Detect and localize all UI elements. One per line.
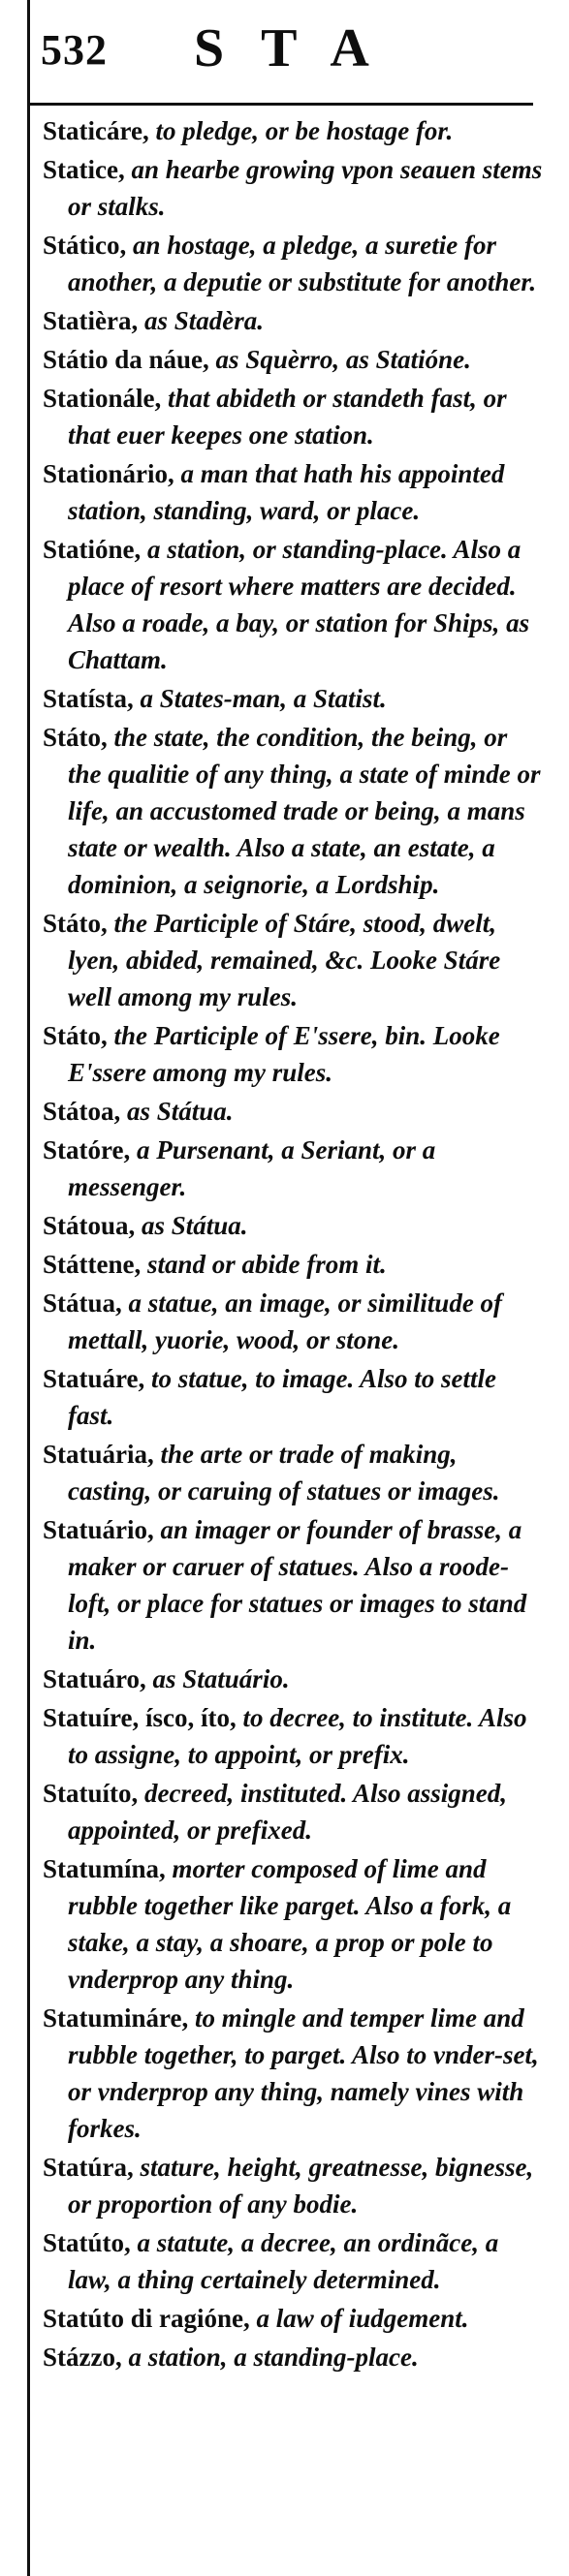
dictionary-entry: [43, 531, 547, 678]
entry-headword: Statísta,: [43, 684, 134, 713]
entry-definition: stand or abide from it.: [146, 1250, 387, 1279]
entry-headword: Statúra,: [43, 2153, 134, 2182]
entry-definition: as Státua.: [127, 1097, 234, 1126]
entry-headword: Stático,: [43, 231, 127, 260]
entry-definition: as Squèrro, as Statióne.: [215, 345, 471, 374]
dictionary-entry: [43, 1246, 547, 1283]
entry-headword: Státoua,: [43, 1211, 136, 1240]
dictionary-entry: [43, 1436, 547, 1509]
entry-headword: Statuáre,: [43, 1364, 145, 1393]
entry-definition: that abideth or standeth fast, or that euer keepes one station.: [68, 384, 507, 450]
entry-definition: the Participle of E'ssere, bin. Looke E'ssere among my rules.: [68, 1021, 500, 1087]
entry-headword: Státo,: [43, 1021, 108, 1050]
entry-headword: Stationále,: [43, 384, 162, 413]
entry-definition: stature, height, greatnesse, bignesse, or proportion of any bodie.: [68, 2153, 534, 2219]
dictionary-entry: [43, 1017, 547, 1091]
dictionary-entry: [43, 1093, 547, 1130]
dictionary-entry: [43, 905, 547, 1015]
dictionary-entry: [43, 2000, 547, 2147]
entry-headword: Statumináre,: [43, 2003, 189, 2033]
dictionary-entry: [43, 227, 547, 300]
entry-definition: to pledge, or be hostage for.: [155, 116, 454, 145]
dictionary-entry: [43, 1285, 547, 1358]
entry-headword: Státo,: [43, 723, 108, 752]
entry-definition: as Státua.: [142, 1211, 248, 1240]
entry-definition: decreed, instituted. Also assigned, appointed, or prefixed.: [68, 1779, 508, 1845]
entry-headword: Stationário,: [43, 459, 174, 488]
entry-headword: Statóre,: [43, 1135, 131, 1164]
dictionary-entry: [43, 302, 547, 339]
entry-definition: a station, a standing-place.: [128, 2343, 419, 2372]
entry-definition: morter composed of lime and rubble together like parget. Also a fork, a stake, a stay, a shoare, a prop or pole to vnderprop any thing.: [68, 1854, 512, 1994]
entry-headword: Státo,: [43, 909, 108, 938]
entry-headword: Statuíto,: [43, 1779, 139, 1808]
entry-headword: Státua,: [43, 1288, 122, 1318]
dictionary-entry: [43, 455, 547, 529]
entry-headword: Statúto di ragióne,: [43, 2304, 250, 2333]
running-head: STA: [194, 18, 406, 78]
entry-definition: the state, the condition, the being, or the qualitie of any thing, a state of minde or life, an accustomed trade or being, a mans state or wealth. Also a state, an estate, a dominion, a seignorie, a Lordship.: [68, 723, 541, 899]
dictionary-entry: [43, 2224, 547, 2298]
entry-headword: Statice,: [43, 155, 125, 184]
page-number: 532: [41, 26, 108, 74]
entry-definition: to statue, to image. Also to settle fast.: [68, 1364, 496, 1430]
entry-definition: a Pursenant, a Seriant, or a messenger.: [68, 1135, 436, 1201]
dictionary-entry: [43, 2339, 547, 2375]
entry-headword: Statuíre, ísco, íto,: [43, 1703, 237, 1732]
dictionary-entry: [43, 151, 547, 225]
dictionary-entry: [43, 112, 547, 149]
dictionary-entry: [43, 1360, 547, 1434]
page-header: [0, 0, 569, 102]
dictionary-entry: [43, 680, 547, 717]
entry-headword: Statuáro,: [43, 1664, 146, 1693]
dictionary-entry: [43, 1775, 547, 1848]
entry-list: [43, 112, 547, 2377]
dictionary-entry: [43, 380, 547, 453]
entry-headword: Statióne,: [43, 535, 142, 564]
entry-definition: to mingle and temper lime and rubble together, to parget. Also to vnder-set, or vnderprop any thing, namely vines with forkes.: [68, 2003, 539, 2143]
entry-definition: the arte or trade of making, casting, or caruing of statues or images.: [68, 1440, 500, 1505]
entry-definition: an imager or founder of brasse, a maker or caruer of statues. Also a roode-loft, or place for statues or images to stand in.: [68, 1515, 527, 1655]
entry-headword: Statumína,: [43, 1854, 166, 1883]
dictionary-entry: [43, 1511, 547, 1659]
entry-definition: a man that hath his appointed station, standing, ward, or place.: [68, 459, 505, 525]
header-rule: [27, 103, 533, 106]
entry-headword: Statúto,: [43, 2228, 131, 2257]
entry-definition: the Participle of Stáre, stood, dwelt, lyen, abided, remained, &c. Looke Stáre well among my rules.: [68, 909, 501, 1011]
entry-definition: as Stadèra.: [143, 306, 264, 335]
entry-headword: Stázzo,: [43, 2343, 122, 2372]
dictionary-entry: [43, 719, 547, 903]
dictionary-entry: [43, 1850, 547, 1998]
dictionary-entry: [43, 1132, 547, 1205]
dictionary-entry: [43, 2149, 547, 2222]
entry-headword: Staticáre,: [43, 116, 149, 145]
dictionary-entry: [43, 1207, 547, 1244]
entry-definition: an hostage, a pledge, a suretie for another, a deputie or substitute for another.: [68, 231, 537, 296]
dictionary-entry: [43, 2300, 547, 2337]
entry-definition: as Statuário.: [152, 1664, 290, 1693]
entry-headword: Statuário,: [43, 1515, 154, 1544]
entry-definition: to decree, to institute. Also to assigne, to appoint, or prefix.: [68, 1703, 527, 1769]
entry-definition: a States-man, a Statist.: [140, 684, 387, 713]
entry-headword: Státtene,: [43, 1250, 142, 1279]
entry-definition: a statue, an image, or similitude of mettall, yuorie, wood, or stone.: [68, 1288, 503, 1354]
left-border-rule: [27, 0, 30, 2576]
entry-definition: a law of iudgement.: [256, 2304, 469, 2333]
dictionary-entry: [43, 1660, 547, 1697]
entry-headword: Statuária,: [43, 1440, 154, 1469]
entry-headword: Státoa,: [43, 1097, 121, 1126]
entry-headword: Státio da náue,: [43, 345, 209, 374]
dictionary-entry: [43, 341, 547, 378]
entry-definition: a statute, a decree, an ordinãce, a law, a thing certainely determined.: [68, 2228, 499, 2294]
entry-headword: Statièra,: [43, 306, 139, 335]
entry-definition: a station, or standing-place. Also a place of resort where matters are decided. Also a roade, a bay, or station for Ships, as Chattam.: [68, 535, 530, 674]
entry-definition: an hearbe growing vpon seauen stems or stalks.: [68, 155, 543, 221]
dictionary-entry: [43, 1699, 547, 1773]
